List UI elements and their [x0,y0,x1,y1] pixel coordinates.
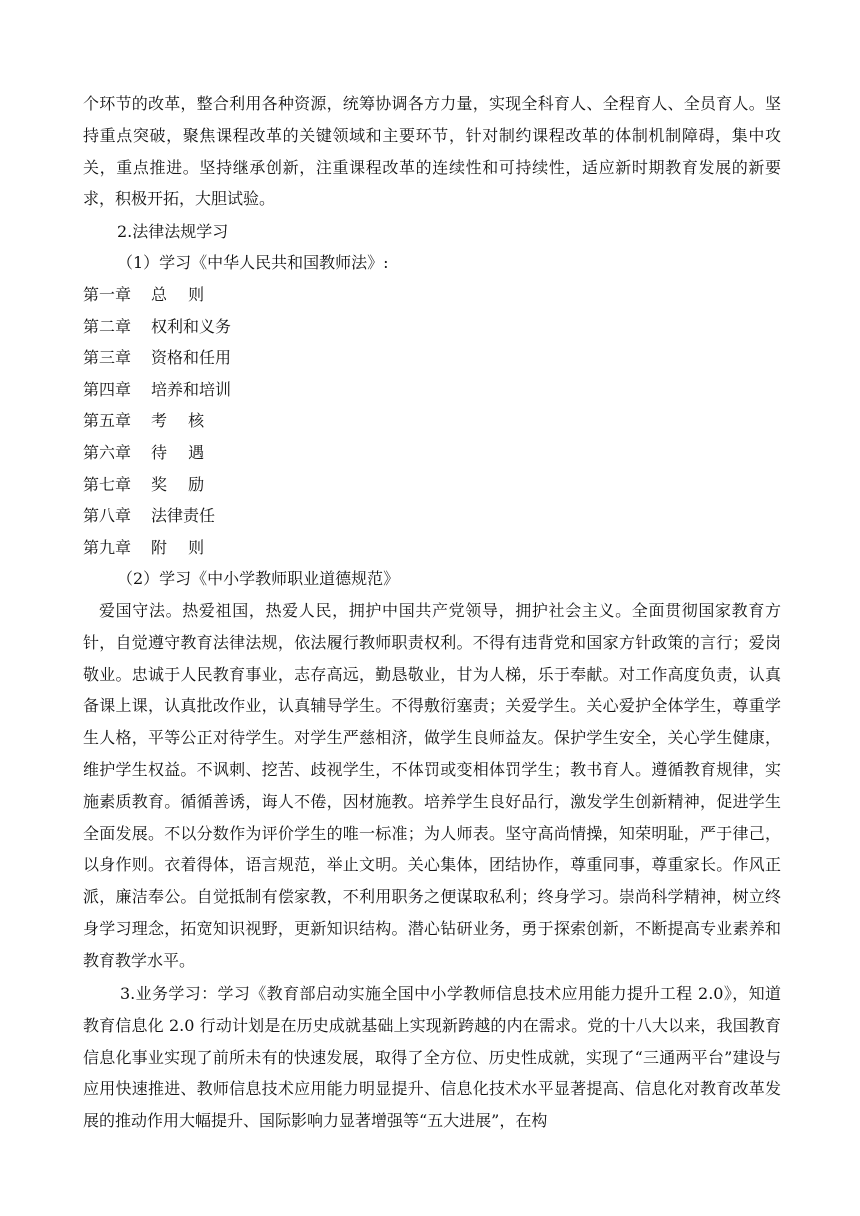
chapter-number: 第三章 [83,348,132,367]
chapter-number: 第九章 [83,538,132,557]
chapter-title: 附 则 [151,538,205,557]
chapter-item [83,538,204,558]
chapter-item [83,285,204,305]
chapter-number: 第五章 [83,411,132,430]
chapter-item [83,380,231,400]
chapter-title: 法律责任 [151,506,216,525]
sub-2-heading: （2）学习《中小学教师职业道德规范》 [117,569,400,588]
chapter-number: 第一章 [83,285,132,304]
chapter-title: 资格和任用 [151,348,232,367]
chapter-item [83,475,204,495]
chapter-item [83,411,204,431]
chapter-title: 总 则 [151,285,205,304]
chapter-number: 第四章 [83,380,132,399]
sub-1-heading: （1）学习《中华人民共和国教师法》: [117,253,389,272]
chapter-title: 待 遇 [151,443,205,462]
chapter-title: 培养和培训 [151,380,232,399]
chapter-item [83,506,215,526]
chapter-number: 第二章 [83,317,132,336]
chapter-item [83,348,231,368]
chapter-number: 第七章 [83,475,132,494]
chapter-title: 奖 励 [151,475,205,494]
chapter-item [83,443,204,463]
chapter-number: 第六章 [83,443,132,462]
chapter-number: 第八章 [83,506,132,525]
section-3-paragraph: 3.业务学习：学习《教育部启动实施全国中小学教师信息技术应用能力提升工程 2.0》，知道教育信息化 2.0 行动计划是在历史成就基础上实现新跨越的内在需求。党的十八大以来，我国教育信息化事业实现了前所未有的快速发展，取得了全方位、历史性成就，实现了“三通两平台”建设与应用快速推进、教师信息技术应用能力明显提升、信息化技术水平显著提高、信息化对教育改革发展的推动作用大幅提升、国际影响力显著增强等“五大进展”，在构 [83,984,781,1131]
intro-paragraph: 个环节的改革，整合利用各种资源，统筹协调各方力量，实现全科育人、全程育人、全员育人。坚持重点突破，聚焦课程改革的关键领域和主要环节，针对制约课程改革的体制机制障碍，集中攻关，重点推进。坚持继承创新，注重课程改革的连续性和可持续性，适应新时期教育发展的新要求，积极开拓，大胆试验。 [83,94,781,209]
section-2-heading: 2.法律法规学习 [117,222,229,241]
chapter-title: 考 核 [151,411,205,430]
chapter-item [83,317,231,337]
ethics-paragraph: 爱国守法。热爱祖国，热爱人民，拥护中国共产党领导，拥护社会主义。全面贯彻国家教育方针，自觉遵守教育法律法规，依法履行教师职责权利。不得有违背党和国家方针政策的言行；爱岗敬业。忠诚于人民教育事业，志存高远，勤恳敬业，甘为人梯，乐于奉献。对工作高度负责，认真备课上课，认真批改作业，认真辅导学生。不得敷衍塞责；关爱学生。关心爱护全体学生，尊重学生人格，平等公正对待学生。对学生严慈相济，做学生良师益友。保护学生安全，关心学生健康，维护学生权益。不讽刺、挖苦、歧视学生，不体罚或变相体罚学生；教书育人。遵循教育规律，实施素质教育。循循善诱，诲人不倦，因材施教。培养学生良好品行，激发学生创新精神，促进学生全面发展。不以分数作为评价学生的唯一标准；为人师表。坚守高尚情操，知荣明耻，严于律己，以身作则。衣着得体，语言规范，举止文明。关心集体，团结协作，尊重同事，尊重家长。作风正派，廉洁奉公。自觉抵制有偿家教，不利用职务之便谋取私利；终身学习。崇尚科学精神，树立终身学习理念，拓宽知识视野，更新知识结构。潜心钻研业务，勇于探索创新，不断提高专业素养和教育教学水平。 [83,601,781,970]
chapter-title: 权利和义务 [151,317,232,336]
